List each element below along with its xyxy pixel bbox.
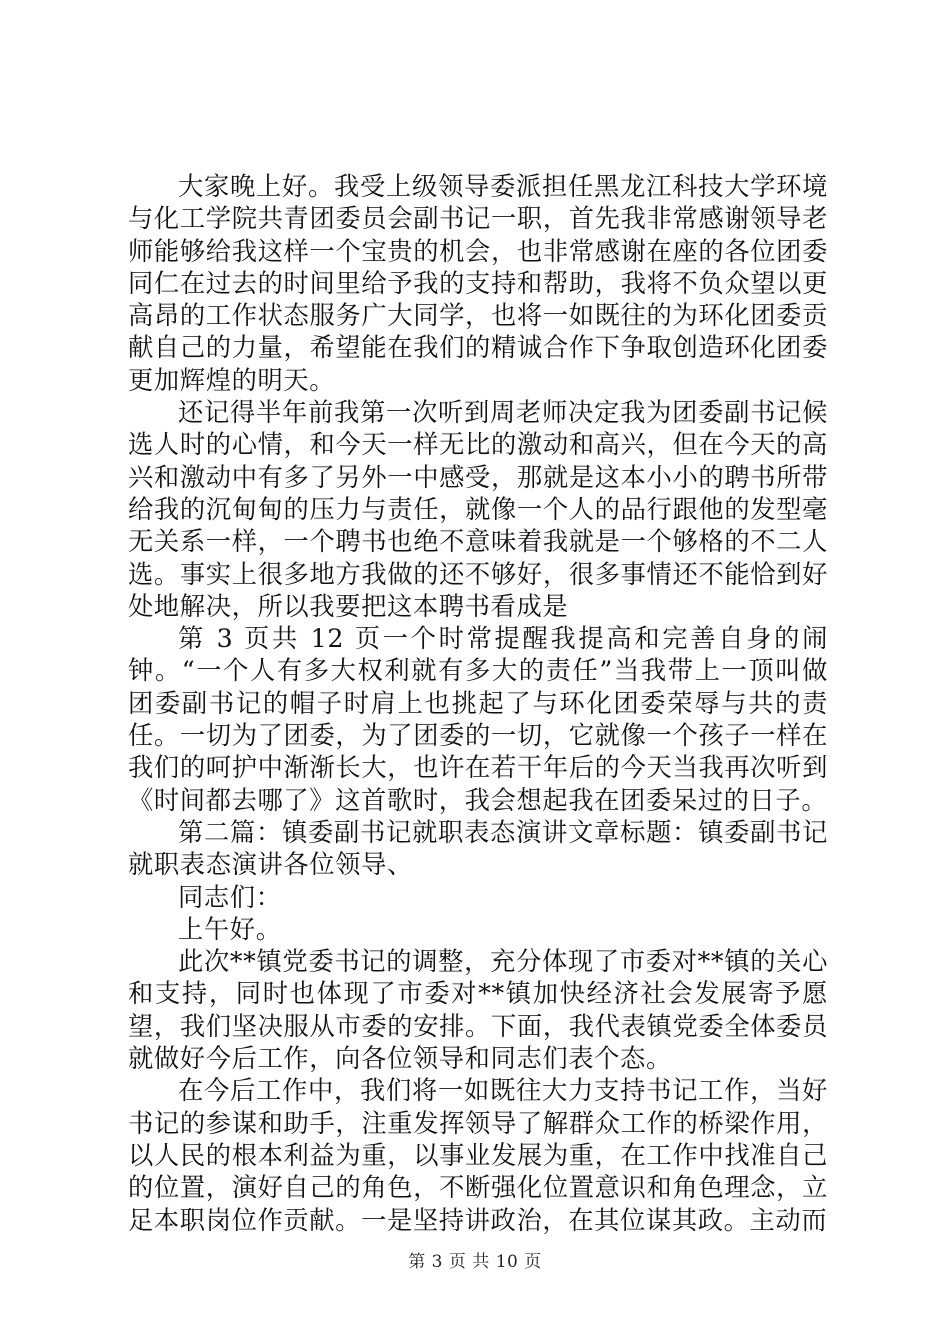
paragraph-adjustment: 此次**镇党委书记的调整，充分体现了市委对**镇的关心和支持，同时也体现了市委对**镇加快经济社会发展寄予愿望，我们坚决服从市委的安排。下面，我代表镇党委全体委员就做好今后工作，向各位领导和同志们表个态。 xyxy=(128,947,828,1074)
paragraph-future-work: 在今后工作中，我们将一如既往大力支持书记工作，当好书记的参谋和助手，注重发挥领导了解群众工作的桥梁作用，以人民的根本利益为重，以事业发展为重，在工作中找准自己的位置，演好自己的角色，不断强化位置意识和角色理念，立足本职岗位作贡献。一是坚持讲政治，在其位谋其政。主动而 xyxy=(128,1076,828,1235)
paragraph-section-title: 第二篇：镇委副书记就职表态演讲文章标题：镇委副书记就职表态演讲各位领导、 xyxy=(128,817,828,880)
paragraph-salutation: 同志们： xyxy=(178,882,282,912)
paragraph-responsibility: 第 3 页共 12 页一个时常提醒我提高和完善自身的闹钟。“一个人有多大权利就有多大的责任”当我带上一顶叫做团委副书记的帽子时肩上也挑起了与环化团委荣辱与共的责任。一切为了团委，为了团委的一切，它就像一个孩子一样在我们的呵护中渐渐长大，也许在若干年后的今天当我再次听到《时间都去哪了》这首歌时，我会想起我在团委呆过的日子。 xyxy=(128,624,828,815)
document-body xyxy=(128,171,828,1237)
paragraph-greeting: 大家晚上好。我受上级领导委派担任黑龙江科技大学环境与化工学院共青团委员会副书记一职，首先我非常感谢领导老师能够给我这样一个宝贵的机会，也非常感谢在座的各位团委同仁在过去的时间里给予我的支持和帮助，我将不负众望以更高昂的工作状态服务广大同学，也将一如既往的为环化团委贡献自己的力量，希望能在我们的精诚合作下争取创造环化团委更加辉煌的明天。 xyxy=(128,172,828,395)
page-footer: 第 3 页 共 10 页 xyxy=(408,1252,542,1272)
paragraph-recollection: 还记得半年前我第一次听到周老师决定我为团委副书记候选人时的心情，和今天一样无比的激动和高兴，但在今天的高兴和激动中有多了另外一中感受，那就是这本小小的聘书所带给我的沉甸甸的压力与责任，就像一个人的品行跟他的发型毫无关系一样，一个聘书也绝不意味着我就是一个够格的不二人选。事实上很多地方我做的还不够好，很多事情还不能恰到好处地解决，所以我要把这本聘书看成是 xyxy=(128,398,828,621)
paragraph-good-morning: 上午好。 xyxy=(178,914,282,944)
